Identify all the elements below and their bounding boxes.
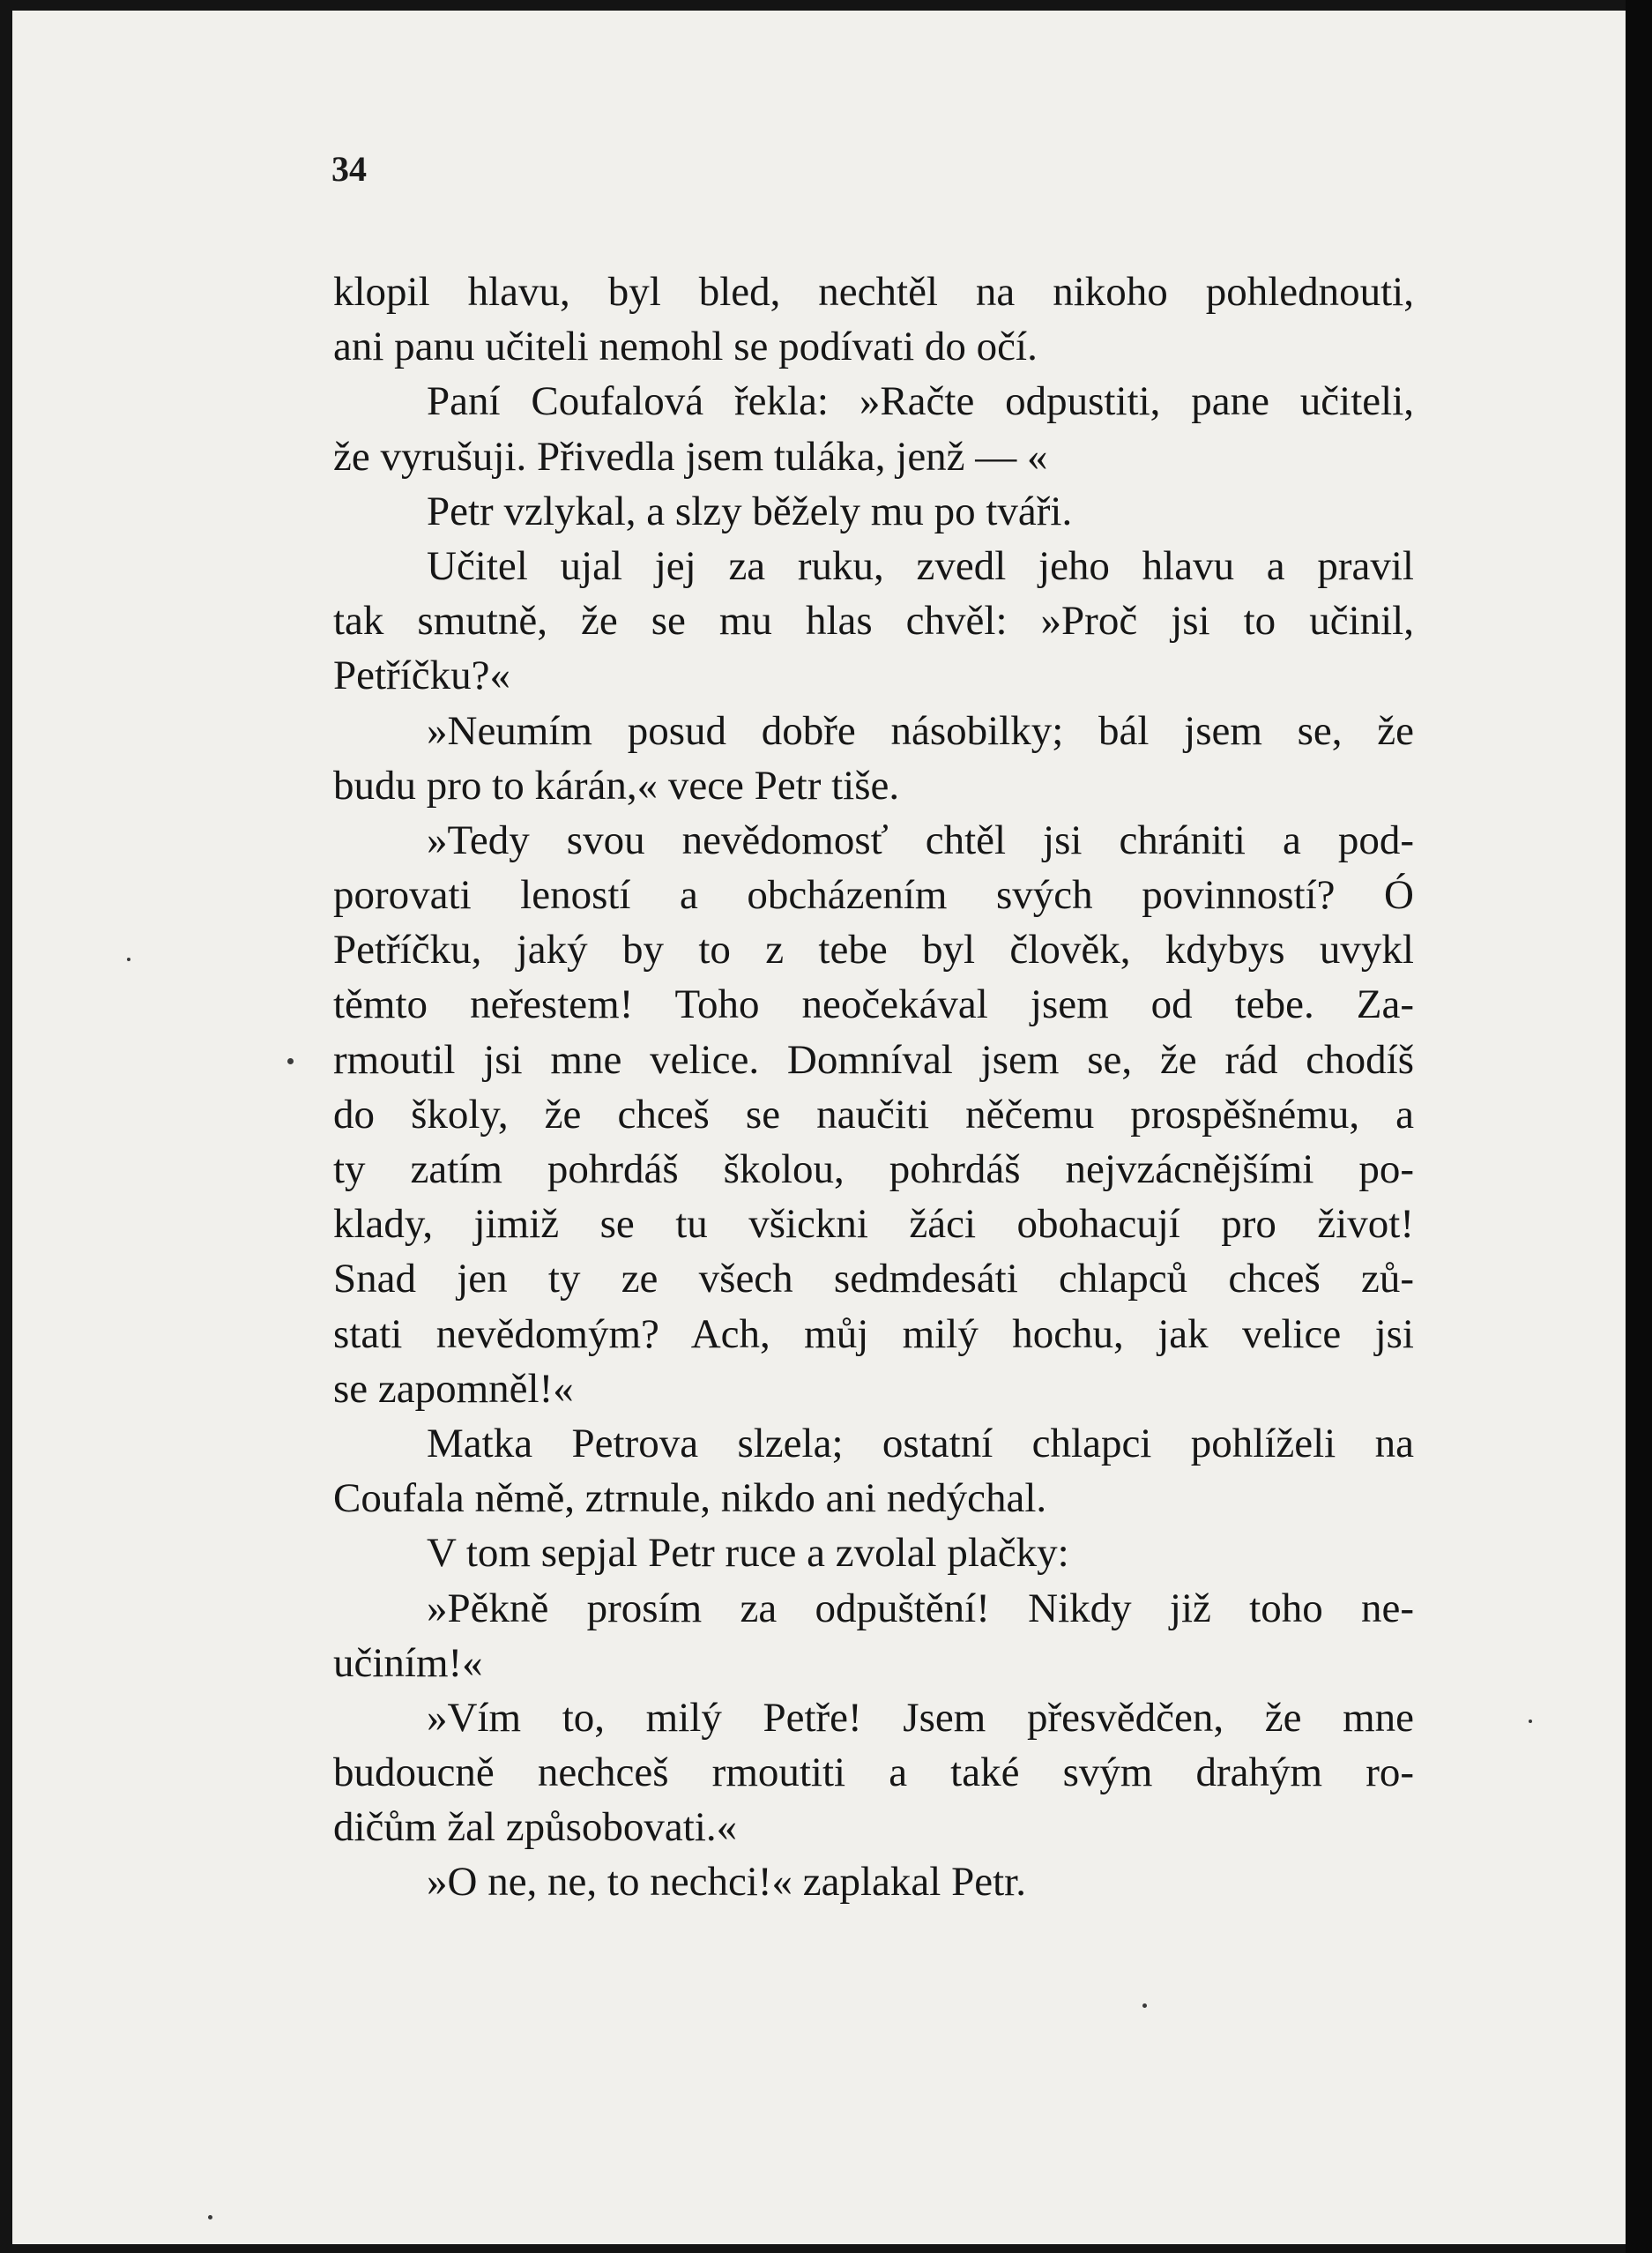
text-line: Snad jen ty ze všech sedmdesáti chlapců chceš zů- bbox=[333, 1256, 1414, 1302]
text-line: rmoutil jsi mne velice. Domníval jsem se, že rád chodíš bbox=[333, 1036, 1414, 1083]
text-line: stati nevědomým? Ach, můj milý hochu, jak velice jsi bbox=[333, 1310, 1414, 1357]
text-line: ani panu učiteli nemohl se podívati do očí. bbox=[333, 324, 1038, 370]
text-line: Petr vzlykal, a slzy běžely mu po tváři. bbox=[427, 488, 1073, 534]
print-speck bbox=[287, 1058, 294, 1064]
text-line: »Tedy svou nevědomosť chtěl jsi chrániti a pod- bbox=[427, 817, 1414, 863]
page-number: 34 bbox=[331, 149, 367, 189]
text-line: dičům žal způsobovati.« bbox=[333, 1804, 738, 1851]
print-speck bbox=[127, 958, 130, 961]
text-line: »Neumím posud dobře násobilky; bál jsem se, že bbox=[427, 707, 1414, 754]
text-line: Paní Coufalová řekla: »Račte odpustiti, pane učiteli, bbox=[427, 378, 1414, 425]
text-line: budu pro to kárán,« vece Petr tiše. bbox=[333, 762, 900, 809]
print-speck bbox=[1529, 1720, 1532, 1723]
text-line: do školy, že chceš se naučiti něčemu prospěšnému, a bbox=[333, 1091, 1414, 1138]
text-line: Petříčku, jaký by to z tebe byl člověk, kdybys uvykl bbox=[333, 927, 1414, 974]
scan-edge bbox=[1626, 0, 1652, 2253]
text-line: klopil hlavu, byl bled, nechtěl na nikoho pohlednouti, bbox=[333, 269, 1414, 315]
text-line: učiním!« bbox=[333, 1639, 483, 1686]
text-line: V tom sepjal Petr ruce a zvolal plačky: bbox=[427, 1530, 1069, 1577]
text-line: Petříčku?« bbox=[333, 653, 510, 699]
text-line: Coufala němě, ztrnule, nikdo ani nedýchal. bbox=[333, 1475, 1047, 1522]
text-line: »O ne, ne, to nechci!« zaplakal Petr. bbox=[427, 1859, 1026, 1906]
text-line: že vyrušuji. Přivedla jsem tuláka, jenž — « bbox=[333, 433, 1048, 480]
text-line: Matka Petrova slzela; ostatní chlapci pohlíželi na bbox=[427, 1420, 1414, 1466]
text-line: Učitel ujal jej za ruku, zvedl jeho hlavu a pravil bbox=[427, 542, 1414, 589]
text-line: porovati leností a obcházením svých povinností? Ó bbox=[333, 872, 1414, 919]
text-line: klady, jimiž se tu všickni žáci obohacují pro život! bbox=[333, 1201, 1414, 1248]
text-line: tak smutně, že se mu hlas chvěl: »Proč jsi to učinil, bbox=[333, 598, 1414, 645]
book-page bbox=[12, 11, 1626, 2244]
print-speck bbox=[1142, 2003, 1147, 2008]
text-line: se zapomněl!« bbox=[333, 1365, 574, 1412]
text-line: »Vím to, milý Petře! Jsem přesvědčen, že mne bbox=[427, 1694, 1414, 1741]
text-line: ty zatím pohrdáš školou, pohrdáš nejvzácnějšími po- bbox=[333, 1146, 1414, 1192]
body-text bbox=[333, 265, 1414, 1910]
text-line: »Pěkně prosím za odpuštění! Nikdy již toho ne- bbox=[427, 1585, 1414, 1631]
text-line: těmto neřestem! Toho neočekával jsem od tebe. Za- bbox=[333, 981, 1414, 1028]
print-speck bbox=[208, 2215, 212, 2219]
text-line: budoucně nechceš rmoutiti a také svým drahým ro- bbox=[333, 1749, 1414, 1796]
